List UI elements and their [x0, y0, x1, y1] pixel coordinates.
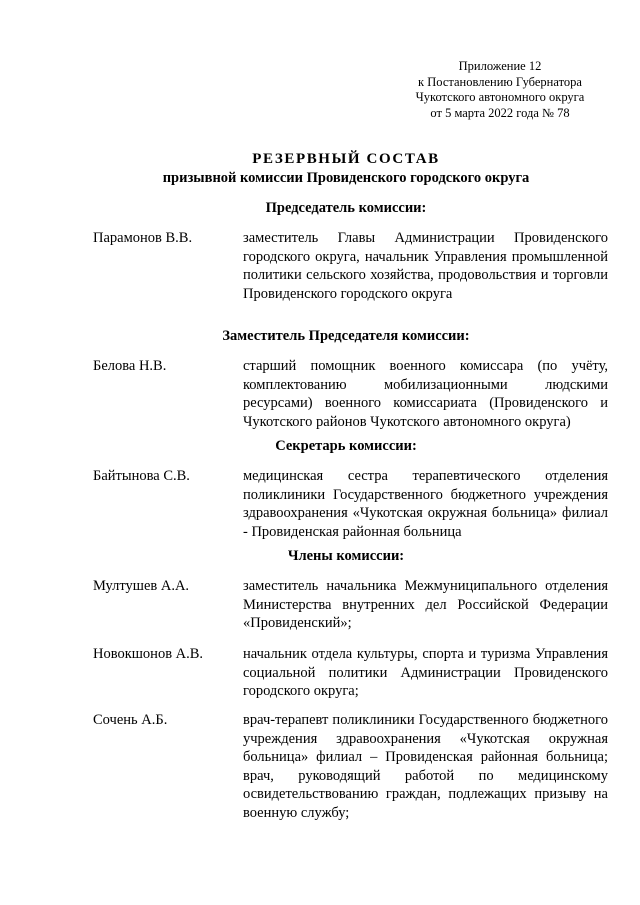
member-role: старший помощник военного комиссара (по учёту, комплектованию мобилизационными людскими ресурсами) военного комиссариата (Провиденского и Чукотского районов Чукотского автономного округа)	[243, 358, 608, 430]
member-role: врач-терапевт поликлиники Государственного бюджетного учреждения здравоохранения «Чукотская окружная больница» филиал – Провиденская районная больница; врач, руководящий работой по медицинскому освидетельствованию граждан, подлежащих призыву на военную службу;	[243, 712, 608, 821]
appendix-line: от 5 марта 2022 года № 78	[430, 106, 570, 121]
member-name: Мултушев А.А.	[93, 578, 190, 594]
member-name: Сочень А.Б.	[93, 712, 168, 728]
member-role: начальник отдела культуры, спорта и туризма Управления социальной политики Администрации Провиденского городского округа;	[243, 646, 608, 700]
member-name: Новокшонов А.В.	[93, 646, 204, 662]
member-role: заместитель начальника Межмуниципального отделения Министерства внутренних дел Российской Федерации «Провиденский»;	[243, 578, 608, 632]
appendix-line: Чукотского автономного округа	[415, 90, 585, 105]
document-subtitle: призывной комиссии Провиденского городского округа	[162, 170, 530, 186]
member-role: заместитель Главы Администрации Провиденского городского округа, начальник Управления промышленной политики сельского хозяйства, продовольствия и торговли Провиденского городского округа	[243, 230, 608, 302]
appendix-line: к Постановлению Губернатора	[418, 74, 582, 89]
section-heading-secretary: Секретарь комиссии:	[275, 438, 417, 454]
appendix-note	[400, 59, 600, 122]
member-name: Белова Н.В.	[93, 358, 167, 374]
member-name: Байтынова С.В.	[93, 468, 190, 484]
member-name: Парамонов В.В.	[93, 230, 193, 246]
section-heading-members: Члены комиссии:	[287, 548, 405, 564]
document-title: РЕЗЕРВНЫЙ СОСТАВ	[252, 151, 440, 167]
section-heading-deputy: Заместитель Председателя комиссии:	[222, 328, 470, 344]
member-role: медицинская сестра терапевтического отделения поликлиники Государственного бюджетного учреждения здравоохранения «Чукотская окружная больница» филиал - Провиденская районная больница	[243, 468, 608, 540]
section-heading-chairman: Председатель комиссии:	[265, 200, 427, 216]
appendix-line: Приложение 12	[458, 59, 542, 73]
